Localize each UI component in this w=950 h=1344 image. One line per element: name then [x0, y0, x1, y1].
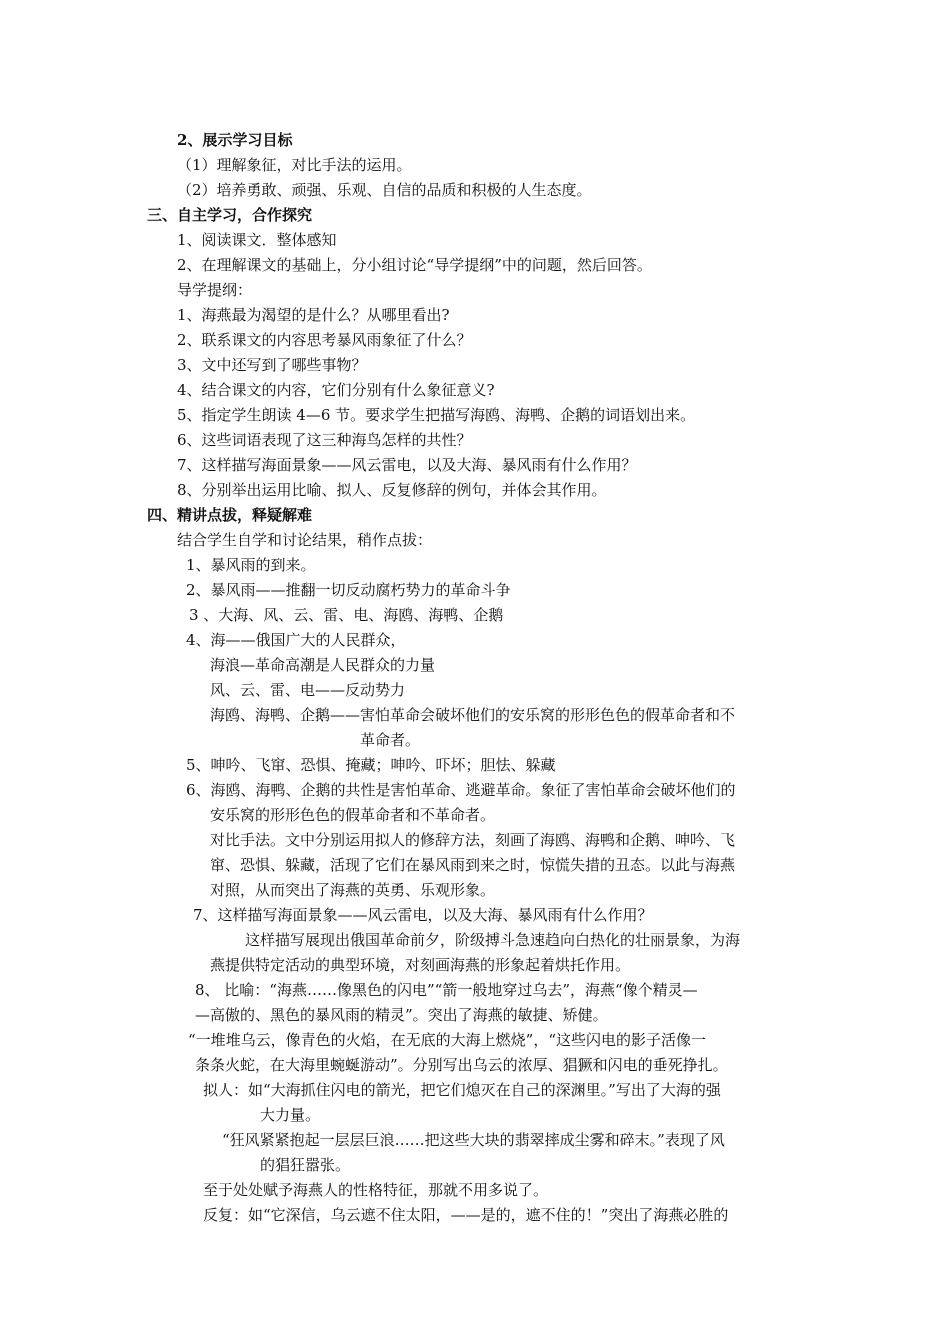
answer-6-line-2: 安乐窝的形形色色的假革命者和不革命者。 [210, 806, 496, 824]
section-4-heading: 四、精讲点拔，释疑解难 [147, 506, 313, 524]
answer-8-line-10: 反复：如“它深信，乌云遮不住太阳，——是的，遮不住的！”突出了海燕必胜的 [203, 1206, 729, 1224]
answer-4-line-4: 海鸥、海鸭、企鹅——害怕革命会破坏他们的安乐窝的形形色色的假革命者和不 [210, 706, 736, 724]
goal-1: （1）理解象征，对比手法的运用。 [177, 156, 412, 174]
answer-4-line-3: 风、云、雷、电——反动势力 [210, 681, 406, 699]
answer-6-line-1: 6、海鸥、海鸭、企鹅的共性是害怕革命、逃避革命。象征了害怕革命会破坏他们的 [186, 781, 736, 799]
answer-4-line-2: 海浪—革命高潮是人民群众的力量 [210, 656, 436, 674]
answer-8-line-6: 大力量。 [260, 1106, 321, 1124]
answer-4-line-5: 革命者。 [360, 731, 421, 749]
answer-8-line-1: 8、 比喻：“海燕……像黑色的闪电”“箭一般地穿过乌去”，海燕“像个精灵— [195, 981, 698, 999]
question-3: 3、文中还写到了哪些事物？ [177, 356, 367, 374]
answer-8-line-8: 的猖狂嚣张。 [260, 1156, 351, 1174]
question-1: 1、海燕最为渴望的是什么？从哪里看出? [177, 306, 450, 324]
answer-6-line-5: 对照，从而突出了海燕的英勇、乐观形象。 [210, 881, 496, 899]
question-5: 5、指定学生朗读 4—6 节。要求学生把描写海鸥、海鸭、企鹅的词语划出来。 [177, 406, 696, 424]
question-4: 4、结合课文的内容，它们分别有什么象征意义? [177, 381, 495, 399]
question-7: 7、这样描写海面景象——风云雷电，以及大海、暴风雨有什么作用？ [177, 456, 637, 474]
answer-6-line-4: 窜、恐惧、躲藏，活现了它们在暴风雨到来之时，惊慌失措的丑态。以此与海燕 [210, 856, 736, 874]
answer-4-line-1: 4、海——俄国广大的人民群众， [186, 631, 406, 649]
answer-2: 2、暴风雨——推翻一切反动腐朽势力的革命斗争 [186, 581, 511, 599]
answer-8-line-2: —高傲的、黑色的暴风雨的精灵”。突出了海燕的敏捷、矫健。 [195, 1006, 608, 1024]
question-8: 8、分别举出运用比喻、拟人、反复修辞的例句，并体会其作用。 [177, 481, 607, 499]
section-4-intro: 结合学生自学和讨论结果，稍作点拔： [177, 531, 433, 549]
goal-2: （2）培养勇敢、顽强、乐观、自信的品质和积极的人生态度。 [177, 181, 592, 199]
answer-1: 1、暴风雨的到来。 [186, 556, 316, 574]
section-2-heading: 2、展示学习目标 [177, 131, 293, 149]
answer-8-line-3: “一堆堆乌云，像青色的火焰，在无底的大海上燃烧”，“这些闪电的影子活像一 [188, 1031, 707, 1049]
answer-7-line-1: 7、这样描写海面景象——风云雷电，以及大海、暴风雨有什么作用？ [193, 906, 653, 924]
step-2: 2、在理解课文的基础上，分小组讨论“导学提纲”中的问题，然后回答。 [177, 256, 652, 274]
question-6: 6、这些词语表现了这三种海鸟怎样的共性？ [177, 431, 472, 449]
answer-7-line-3: 燕提供特定活动的典型环境，对刻画海燕的形象起着烘托作用。 [210, 956, 631, 974]
answer-8-line-7: “狂风紧紧抱起一层层巨浪……把这些大块的翡翠摔成尘雾和碎末。”表现了风 [222, 1131, 725, 1149]
answer-3: 3 、大海、风、云、雷、电、海鸥、海鸭、企鹅 [189, 606, 504, 624]
answer-5: 5、呻吟、飞窜、恐惧、掩藏；呻吟、吓坏；胆怯、躲藏 [186, 756, 556, 774]
step-1: 1、阅读课文．整体感知 [177, 231, 337, 249]
answer-8-line-9: 至于处处赋予海燕人的性格特征，那就不用多说了。 [203, 1181, 549, 1199]
answer-8-line-4: 条条火蛇，在大海里蜿蜒游动”。分别写出乌云的浓厚、猖獗和闪电的垂死挣扎。 [195, 1056, 728, 1074]
question-2: 2、联系课文的内容思考暴风雨象征了什么？ [177, 331, 472, 349]
outline-label: 导学提纲： [177, 281, 253, 299]
answer-8-line-5: 拟人：如“大海抓住闪电的箭光，把它们熄灭在自己的深渊里。”写出了大海的强 [203, 1081, 721, 1099]
section-3-heading: 三、自主学习，合作探究 [147, 206, 313, 224]
answer-7-line-2: 这样描写展现出俄国革命前夕，阶级搏斗急速趋向白热化的壮丽景象，为海 [245, 931, 741, 949]
answer-6-line-3: 对比手法。文中分别运用拟人的修辞方法，刻画了海鸥、海鸭和企鹅、呻吟、飞 [210, 831, 736, 849]
